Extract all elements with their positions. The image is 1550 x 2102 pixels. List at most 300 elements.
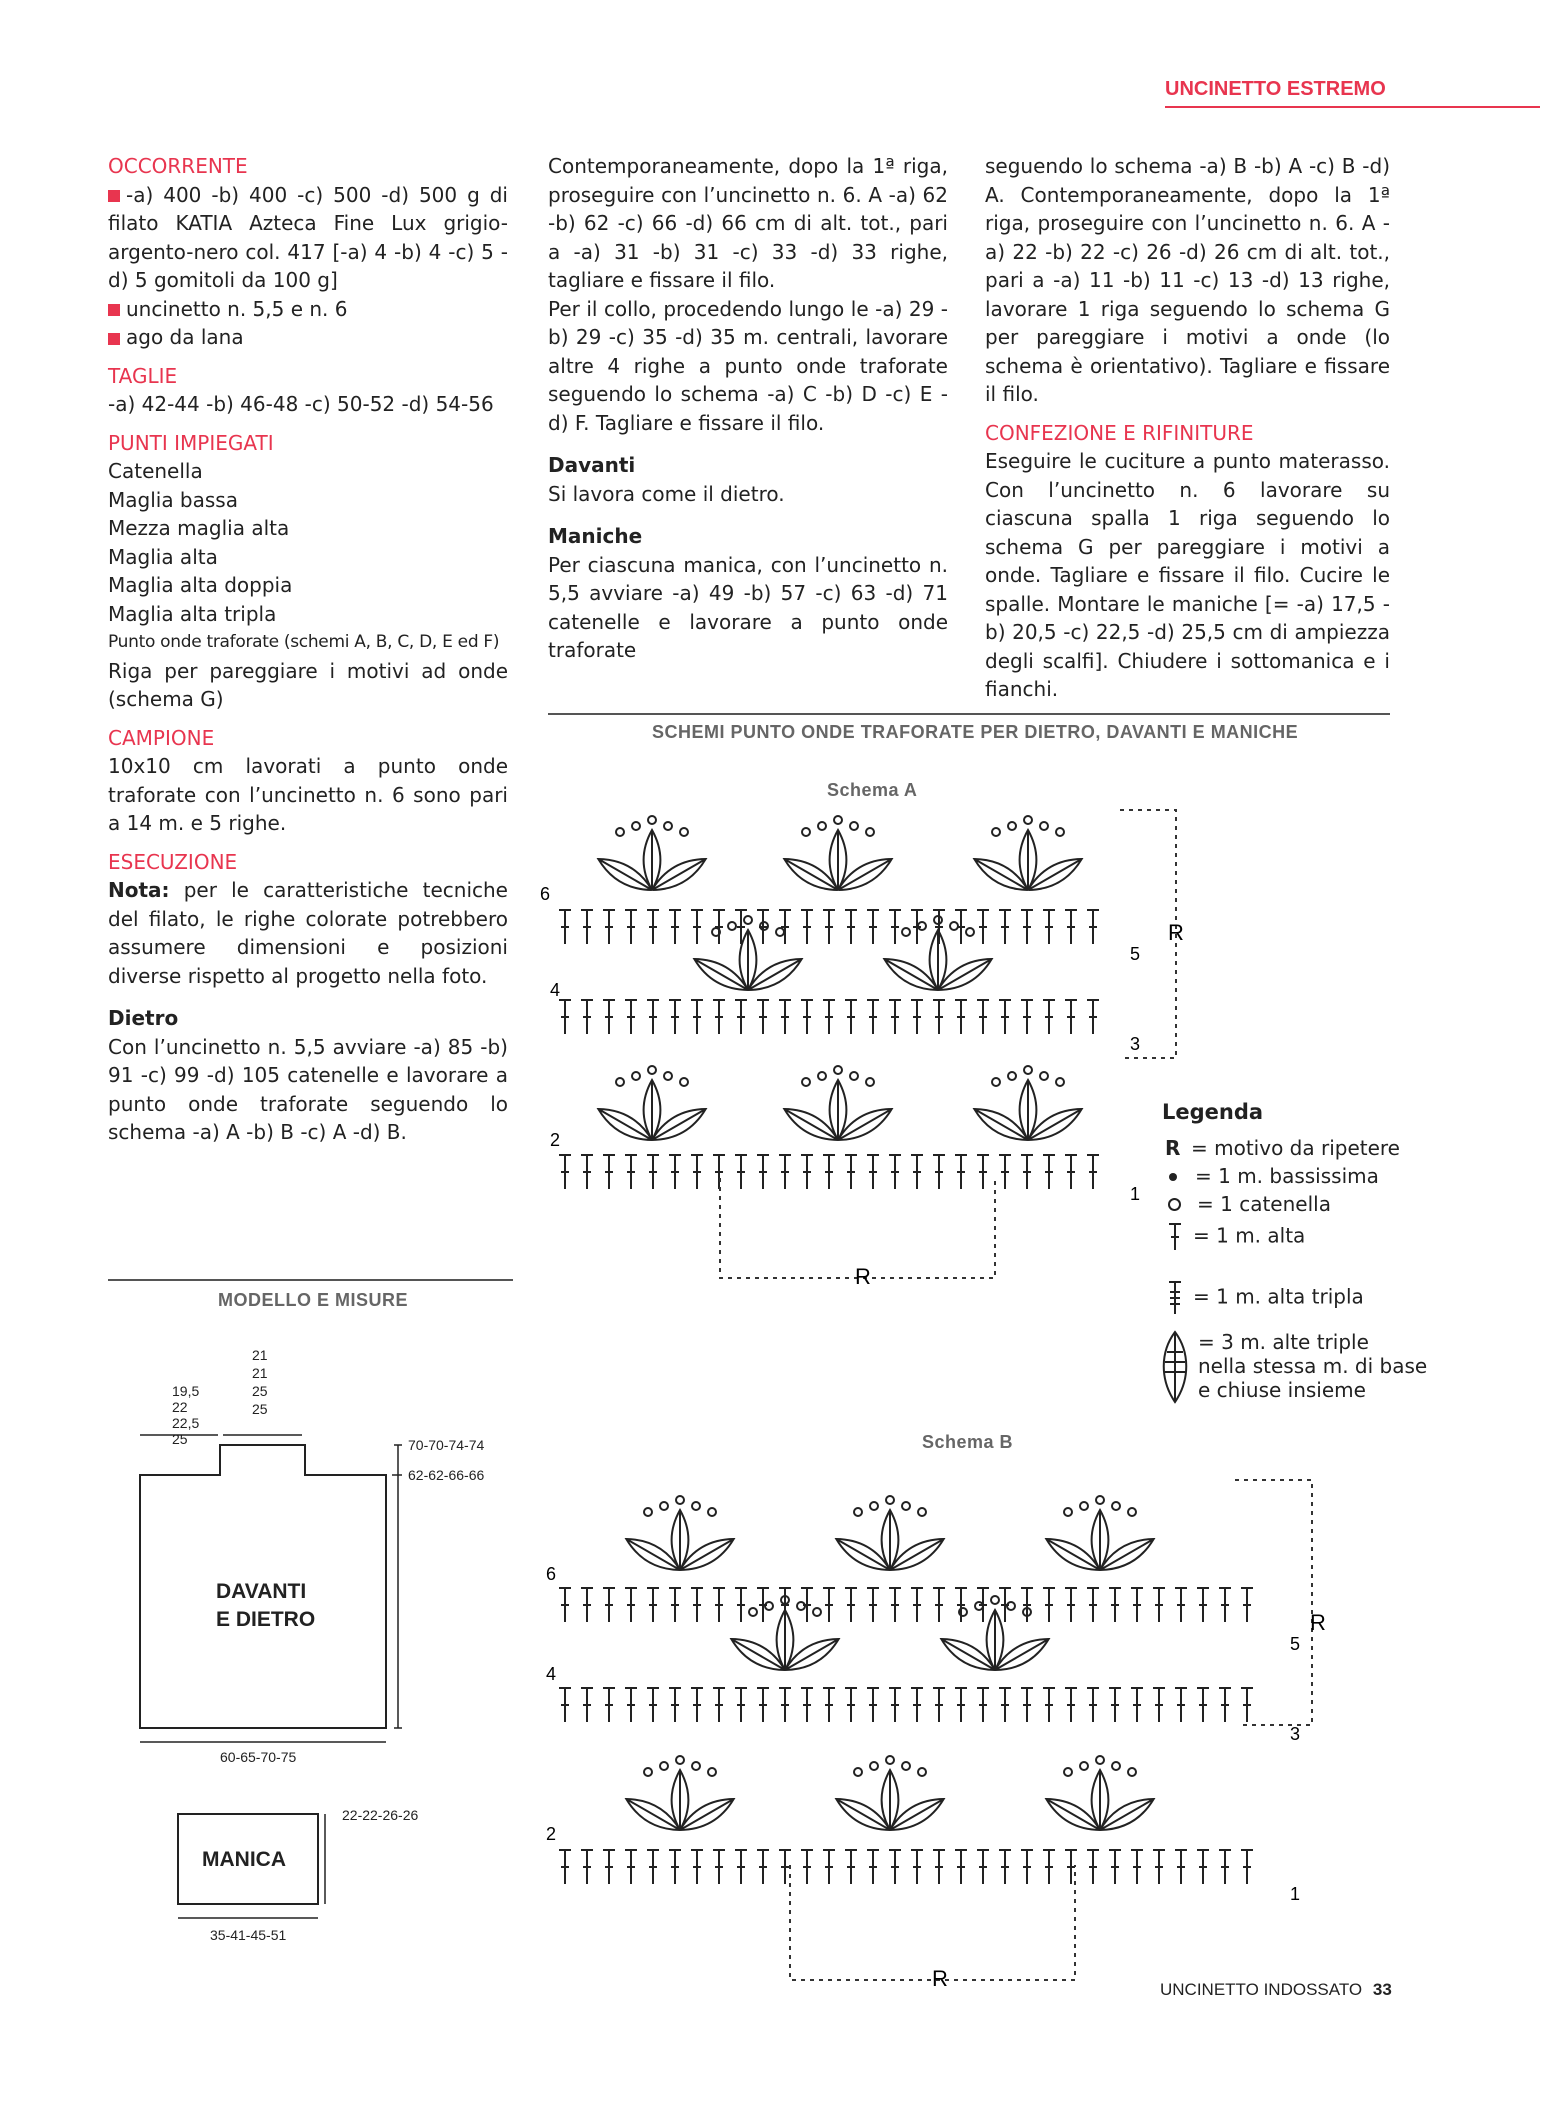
col2-para-1: Contemporaneamente, dopo la 1ª riga, proseguire con l’uncinetto n. 6. A -a) 62 -b) 62 -c) 66 -d) 66 cm di alt. tot., pari a -a) 31 -b) 31 -c) 33 -d) 33 righe, tagliare e fissare il filo. [548, 154, 948, 292]
chain-stitch [660, 1762, 668, 1770]
dc-stitch [1021, 1688, 1033, 1722]
dc-stitch [625, 1155, 637, 1189]
double-crochet-icon [1165, 1222, 1185, 1252]
occorrente-hook: uncinetto n. 5,5 e n. 6 [108, 295, 508, 324]
chain-stitch [1096, 1496, 1104, 1504]
chain-stitch [644, 1508, 652, 1516]
dc-stitch [713, 1688, 725, 1722]
chain-stitch [1096, 1756, 1104, 1764]
dc-stitch [735, 1000, 747, 1034]
chain-stitch [1024, 816, 1032, 824]
chain-stitch [1112, 1762, 1120, 1770]
dc-stitch [625, 1000, 637, 1034]
dc-stitch [999, 1850, 1011, 1884]
chain-stitch [1064, 1508, 1072, 1516]
dc-stitch [867, 910, 879, 944]
svg-text:21: 21 [252, 1365, 268, 1381]
dc-stitch [757, 1688, 769, 1722]
dc-stitch [1109, 1588, 1121, 1622]
dc-stitch [955, 1000, 967, 1034]
dietro-text: Con l’uncinetto n. 5,5 avviare -a) 85 -b) 91 -c) 99 -d) 105 catenelle e lavorare a punto onde traforate seguendo lo schema -a) A -b) B -c) A -d) B. [108, 1034, 508, 1144]
chain-stitch [692, 1502, 700, 1510]
dc-stitch [1175, 1850, 1187, 1884]
chain-stitch [886, 1496, 894, 1504]
dc-stitch [1087, 1850, 1099, 1884]
dc-stitch [1153, 1688, 1165, 1722]
dc-stitch [691, 1688, 703, 1722]
chain-stitch [850, 822, 858, 830]
dc-stitch [625, 1588, 637, 1622]
chain-stitch [744, 916, 752, 924]
schemi-rule [548, 713, 1390, 715]
dc-stitch [735, 1588, 747, 1622]
dc-stitch [559, 1850, 571, 1884]
dc-stitch [845, 1688, 857, 1722]
chain-stitch [850, 1072, 858, 1080]
punto-item: Maglia bassa [108, 487, 238, 512]
punto-item: Catenella [108, 459, 203, 483]
chain-stitch [818, 1072, 826, 1080]
dc-stitch [669, 1155, 681, 1189]
dc-stitch [911, 1155, 923, 1189]
repeat-marker: R [855, 1264, 871, 1289]
chain-stitch [1056, 828, 1064, 836]
dc-stitch [647, 1155, 659, 1189]
svg-text:60-65-70-75: 60-65-70-75 [220, 1749, 297, 1765]
taglie-heading: TAGLIE [108, 363, 178, 388]
chain-stitch [886, 1756, 894, 1764]
confezione-heading: CONFEZIONE E RIFINITURE [985, 420, 1254, 445]
dc-stitch [603, 1000, 615, 1034]
chain-stitch [992, 828, 1000, 836]
dc-stitch [1021, 1155, 1033, 1189]
dc-stitch [779, 1688, 791, 1722]
schema-b-label: Schema B [922, 1432, 1014, 1452]
schema-a-diagram [540, 800, 1184, 1290]
dc-stitch [757, 1000, 769, 1034]
dc-stitch [801, 1000, 813, 1034]
dc-stitch [735, 1850, 747, 1884]
dc-stitch [1065, 910, 1077, 944]
dc-stitch [1241, 1588, 1253, 1622]
dc-stitch [669, 1588, 681, 1622]
svg-text:21: 21 [252, 1347, 268, 1363]
dc-stitch [713, 1850, 725, 1884]
dc-stitch [625, 1850, 637, 1884]
chain-stitch [1080, 1762, 1088, 1770]
chain-stitch [802, 828, 810, 836]
svg-text:22: 22 [172, 1399, 188, 1415]
dc-stitch [867, 1850, 879, 1884]
dc-stitch [603, 1688, 615, 1722]
row-number: 6 [540, 884, 551, 904]
punto-item: Maglia alta [108, 544, 218, 569]
dc-stitch [691, 1155, 703, 1189]
davanti-heading: Davanti [548, 453, 636, 477]
header-title: UNCINETTO ESTREMO [1165, 78, 1386, 100]
legend-row-cluster: = 3 m. alte triple nella stessa m. di base e chiuse insieme [1162, 1330, 1427, 1402]
dc-stitch [1197, 1588, 1209, 1622]
maniche-text: Per ciascuna manica, con l’uncinetto n. 5,5 avviare -a) 49 -b) 57 -c) 63 -d) 71 catenelle e lavorare a punto onde traforate [548, 552, 948, 662]
circle-icon [1168, 1198, 1181, 1211]
dc-stitch [933, 1155, 945, 1189]
dc-stitch [669, 1000, 681, 1034]
chain-stitch [1128, 1768, 1136, 1776]
svg-text:25: 25 [252, 1383, 268, 1399]
chain-stitch [632, 822, 640, 830]
chain-stitch [692, 1762, 700, 1770]
dc-stitch [1175, 1688, 1187, 1722]
davanti-text: Si lavora come il dietro. [548, 481, 785, 506]
dc-stitch [933, 1688, 945, 1722]
svg-text:25: 25 [172, 1431, 188, 1447]
dc-stitch [1197, 1850, 1209, 1884]
dc-stitch [669, 1850, 681, 1884]
dc-stitch [625, 910, 637, 944]
dc-stitch [911, 1688, 923, 1722]
dc-stitch [845, 1155, 857, 1189]
dc-stitch [955, 1155, 967, 1189]
dc-stitch [757, 1155, 769, 1189]
dc-stitch [867, 1688, 879, 1722]
repeat-marker: R [932, 1966, 948, 1991]
maniche-heading: Maniche [548, 524, 643, 548]
svg-text:19,5: 19,5 [172, 1383, 200, 1399]
svg-text:62-62-66-66: 62-62-66-66 [408, 1467, 485, 1483]
dc-stitch [801, 1688, 813, 1722]
chain-stitch [950, 922, 958, 930]
svg-text:25: 25 [252, 1401, 268, 1417]
dc-stitch [713, 1000, 725, 1034]
chain-stitch [1056, 1078, 1064, 1086]
column-1 [108, 152, 508, 1147]
occorrente-yarn: -a) 400 -b) 400 -c) 500 -d) 500 g di filato KATIA Azteca Fine Lux grigio-argento-nero col. 417 [-a) 4 -b) 4 -c) 5 -d) 5 gomitoli da 100 g] [108, 181, 508, 295]
dc-stitch [1219, 1688, 1231, 1722]
column-3 [985, 152, 1390, 704]
dc-stitch [1153, 1850, 1165, 1884]
dc-stitch [999, 1588, 1011, 1622]
row-number: 1 [1290, 1884, 1301, 1904]
dc-stitch [845, 1588, 857, 1622]
dc-stitch [691, 1588, 703, 1622]
row-number: 6 [546, 1564, 557, 1584]
chain-stitch [776, 928, 784, 936]
dc-stitch [581, 1588, 593, 1622]
dc-stitch [625, 1688, 637, 1722]
chain-stitch [854, 1768, 862, 1776]
dc-stitch [867, 1588, 879, 1622]
svg-text:MANICA: MANICA [202, 1848, 286, 1871]
punto-item: Riga per pareggiare i motivi ad onde (schema G) [108, 658, 508, 711]
dc-stitch [1109, 1688, 1121, 1722]
dc-stitch [1021, 1000, 1033, 1034]
chain-stitch [648, 816, 656, 824]
dc-stitch [713, 910, 725, 944]
punto-item: Punto onde traforate (schemi A, B, C, D, E ed F) [108, 632, 500, 652]
dc-stitch [889, 1000, 901, 1034]
chain-stitch [866, 828, 874, 836]
dc-stitch [581, 910, 593, 944]
chain-stitch [648, 1066, 656, 1074]
campione-text: 10x10 cm lavorati a punto onde traforate con l’uncinetto n. 6 sono pari a 14 m. e 5 righe. [108, 754, 508, 835]
modello-rule [108, 1279, 513, 1281]
chain-stitch [680, 828, 688, 836]
svg-text:E DIETRO: E DIETRO [216, 1608, 316, 1631]
svg-text:22-22-26-26: 22-22-26-26 [342, 1807, 419, 1823]
row-number: 1 [1130, 1184, 1141, 1204]
dc-stitch [779, 1155, 791, 1189]
legend-row-dc: = 1 m. alta [1165, 1222, 1305, 1252]
dc-stitch [933, 1850, 945, 1884]
chain-stitch [1128, 1508, 1136, 1516]
row-number: 4 [546, 1664, 557, 1684]
dc-stitch [933, 1588, 945, 1622]
dc-stitch [955, 1688, 967, 1722]
dc-stitch [713, 1588, 725, 1622]
chain-stitch [802, 1078, 810, 1086]
dc-stitch [801, 1155, 813, 1189]
chain-stitch [616, 828, 624, 836]
dc-stitch [1065, 1155, 1077, 1189]
dc-stitch [801, 1850, 813, 1884]
dc-stitch [603, 910, 615, 944]
svg-text:22,5: 22,5 [172, 1415, 200, 1431]
svg-text:35-41-45-51: 35-41-45-51 [210, 1927, 287, 1943]
chain-stitch [632, 1072, 640, 1080]
schema-a-label: Schema A [827, 780, 918, 800]
svg-text:70-70-74-74: 70-70-74-74 [408, 1437, 485, 1453]
dc-stitch [1021, 1850, 1033, 1884]
chain-stitch [1008, 822, 1016, 830]
dc-stitch [1219, 1588, 1231, 1622]
dc-stitch [669, 1688, 681, 1722]
dc-stitch [867, 1000, 879, 1034]
chain-stitch [918, 1768, 926, 1776]
dc-stitch [845, 1000, 857, 1034]
chain-stitch [902, 928, 910, 936]
dc-stitch [779, 1000, 791, 1034]
chain-stitch [728, 922, 736, 930]
legend-row-triple: = 1 m. alta tripla [1165, 1280, 1364, 1316]
dc-stitch [823, 1688, 835, 1722]
dc-stitch [603, 1155, 615, 1189]
chain-stitch [991, 1596, 999, 1604]
dc-stitch [559, 910, 571, 944]
dc-stitch [999, 910, 1011, 944]
dc-stitch [977, 1850, 989, 1884]
dc-stitch [845, 910, 857, 944]
dc-stitch [955, 1588, 967, 1622]
dc-stitch [911, 910, 923, 944]
dc-stitch [691, 1850, 703, 1884]
legend-row-repeat: R = motivo da ripetere [1165, 1136, 1400, 1160]
chain-stitch [918, 1508, 926, 1516]
dc-stitch [889, 1850, 901, 1884]
dc-stitch [603, 1588, 615, 1622]
chain-stitch [676, 1496, 684, 1504]
dc-stitch [669, 910, 681, 944]
dc-stitch [581, 1000, 593, 1034]
dc-stitch [911, 1000, 923, 1034]
chain-stitch [1040, 1072, 1048, 1080]
dc-stitch [999, 1000, 1011, 1034]
chain-stitch [834, 1066, 842, 1074]
dc-stitch [1087, 910, 1099, 944]
chain-stitch [818, 822, 826, 830]
dc-stitch [647, 1588, 659, 1622]
chain-stitch [1112, 1502, 1120, 1510]
dc-stitch [823, 1000, 835, 1034]
dc-stitch [1241, 1850, 1253, 1884]
page-number: 33 [1372, 1980, 1392, 1999]
dc-stitch [1153, 1588, 1165, 1622]
dc-stitch [1175, 1588, 1187, 1622]
column-2 [548, 152, 948, 665]
dc-stitch [1021, 910, 1033, 944]
dc-stitch [1087, 1688, 1099, 1722]
chain-stitch [866, 1078, 874, 1086]
dc-stitch [757, 1850, 769, 1884]
chain-stitch [676, 1756, 684, 1764]
schema-b-diagram [540, 1470, 1330, 1990]
dc-stitch [933, 1000, 945, 1034]
dc-stitch [867, 1155, 879, 1189]
chain-stitch [992, 1078, 1000, 1086]
row-number: 5 [1290, 1634, 1301, 1654]
header-rule [1165, 106, 1540, 108]
chain-stitch [854, 1508, 862, 1516]
punto-item: Maglia alta tripla [108, 601, 277, 626]
repeat-marker: R [1310, 1610, 1326, 1635]
legend-row-chain: = 1 catenella [1165, 1192, 1331, 1216]
dc-stitch [889, 1588, 901, 1622]
legend-row-slip: = 1 m. bassissima [1165, 1164, 1379, 1188]
cluster-icon [1162, 1330, 1188, 1404]
dc-stitch [1065, 1688, 1077, 1722]
taglie-text: -a) 42-44 -b) 46-48 -c) 50-52 -d) 54-56 [108, 392, 494, 416]
chain-stitch [749, 1608, 757, 1616]
dc-stitch [603, 1850, 615, 1884]
dc-stitch [889, 1688, 901, 1722]
chain-stitch [708, 1768, 716, 1776]
chain-stitch [616, 1078, 624, 1086]
dc-stitch [823, 1155, 835, 1189]
dc-stitch [559, 1155, 571, 1189]
dc-stitch [1043, 1850, 1055, 1884]
dc-stitch [1043, 1688, 1055, 1722]
dc-stitch [801, 1588, 813, 1622]
dc-stitch [1043, 1588, 1055, 1622]
stitch-pattern [559, 1496, 1253, 1884]
dc-stitch [977, 1155, 989, 1189]
dc-stitch [713, 1155, 725, 1189]
confezione-text: Eseguire le cuciture a punto materasso. Con l’uncinetto n. 6 lavorare su ciascuna spalla 1 riga seguendo lo schema G per pareggiare i motivi a onde. Tagliare e fissare il filo. Cucire le spalle. Montare le maniche [= -a) 17,5 -b) 20,5 -c) 22,5 -d) 25,5 cm di ampiezza degli scalfi]. Chiudere i sottomanica e i fianchi. [985, 449, 1390, 701]
chain-stitch [966, 928, 974, 936]
dc-stitch [823, 1588, 835, 1622]
dc-stitch [1131, 1588, 1143, 1622]
col2-para-2: Per il collo, procedendo lungo le -a) 29 -b) 29 -c) 35 -d) 35 m. centrali, lavorare altre 4 righe a punto onde traforate seguendo lo schema -a) C -b) D -c) E -d) F. Tagliare e fissare il filo. [548, 296, 948, 435]
triple-crochet-icon [1165, 1280, 1185, 1316]
dietro-heading: Dietro [108, 1006, 179, 1030]
chain-stitch [902, 1502, 910, 1510]
footer [1160, 1980, 1392, 2000]
dc-stitch [889, 1155, 901, 1189]
dc-stitch [801, 910, 813, 944]
dc-stitch [647, 1850, 659, 1884]
dc-stitch [911, 1850, 923, 1884]
footer-text: UNCINETTO INDOSSATO [1160, 1980, 1363, 1999]
row-number: 5 [1130, 944, 1141, 964]
dc-stitch [955, 910, 967, 944]
schematic-diagram [120, 1340, 520, 1960]
row-number: 3 [1290, 1724, 1301, 1744]
punto-item: Mezza maglia alta [108, 516, 290, 540]
dc-stitch [647, 1688, 659, 1722]
dc-stitch [1241, 1688, 1253, 1722]
dc-stitch [647, 1000, 659, 1034]
dc-stitch [1087, 1155, 1099, 1189]
row-number: 2 [550, 1130, 561, 1150]
dc-stitch [889, 910, 901, 944]
chain-stitch [664, 822, 672, 830]
chain-stitch [1040, 822, 1048, 830]
dc-stitch [845, 1850, 857, 1884]
occorrente-needle: ago da lana [108, 323, 508, 352]
esecuzione-heading: ESECUZIONE [108, 849, 238, 874]
chain-stitch [660, 1502, 668, 1510]
dc-stitch [691, 1000, 703, 1034]
legend-title: Legenda [1162, 1100, 1264, 1124]
dc-stitch [559, 1000, 571, 1034]
chain-stitch [834, 816, 842, 824]
dc-stitch [1043, 910, 1055, 944]
nota-text: Nota: per le caratteristiche tecniche del filato, le righe colorate potrebbero assumere dimensioni e posizioni diverse rispetto al progetto nella foto. [108, 878, 508, 988]
punti-heading: PUNTI IMPIEGATI [108, 430, 274, 455]
punto-item: Maglia alta doppia [108, 573, 293, 597]
dc-stitch [1043, 1155, 1055, 1189]
modello-title: MODELLO E MISURE [218, 1290, 409, 1310]
chain-stitch [1080, 1502, 1088, 1510]
row-number: 3 [1130, 1034, 1141, 1054]
dc-stitch [757, 1588, 769, 1622]
dc-stitch [1131, 1850, 1143, 1884]
dc-stitch [977, 1000, 989, 1034]
chain-stitch [870, 1502, 878, 1510]
dot-icon [1169, 1173, 1177, 1181]
repeat-marker: R [1168, 920, 1184, 945]
chain-stitch [664, 1072, 672, 1080]
dc-stitch [1109, 1850, 1121, 1884]
dc-stitch [581, 1850, 593, 1884]
chain-stitch [1064, 1768, 1072, 1776]
dc-stitch [647, 910, 659, 944]
dc-stitch [735, 1688, 747, 1722]
chain-stitch [680, 1078, 688, 1086]
dc-stitch [691, 910, 703, 944]
dc-stitch [1087, 1588, 1099, 1622]
dc-stitch [1065, 1000, 1077, 1034]
dc-stitch [779, 910, 791, 944]
svg-text:DAVANTI: DAVANTI [216, 1580, 307, 1603]
dc-stitch [977, 910, 989, 944]
dc-stitch [999, 1155, 1011, 1189]
dc-stitch [999, 1688, 1011, 1722]
chain-stitch [870, 1762, 878, 1770]
chain-stitch [813, 1608, 821, 1616]
dc-stitch [1043, 1000, 1055, 1034]
dc-stitch [559, 1588, 571, 1622]
dc-stitch [735, 1155, 747, 1189]
